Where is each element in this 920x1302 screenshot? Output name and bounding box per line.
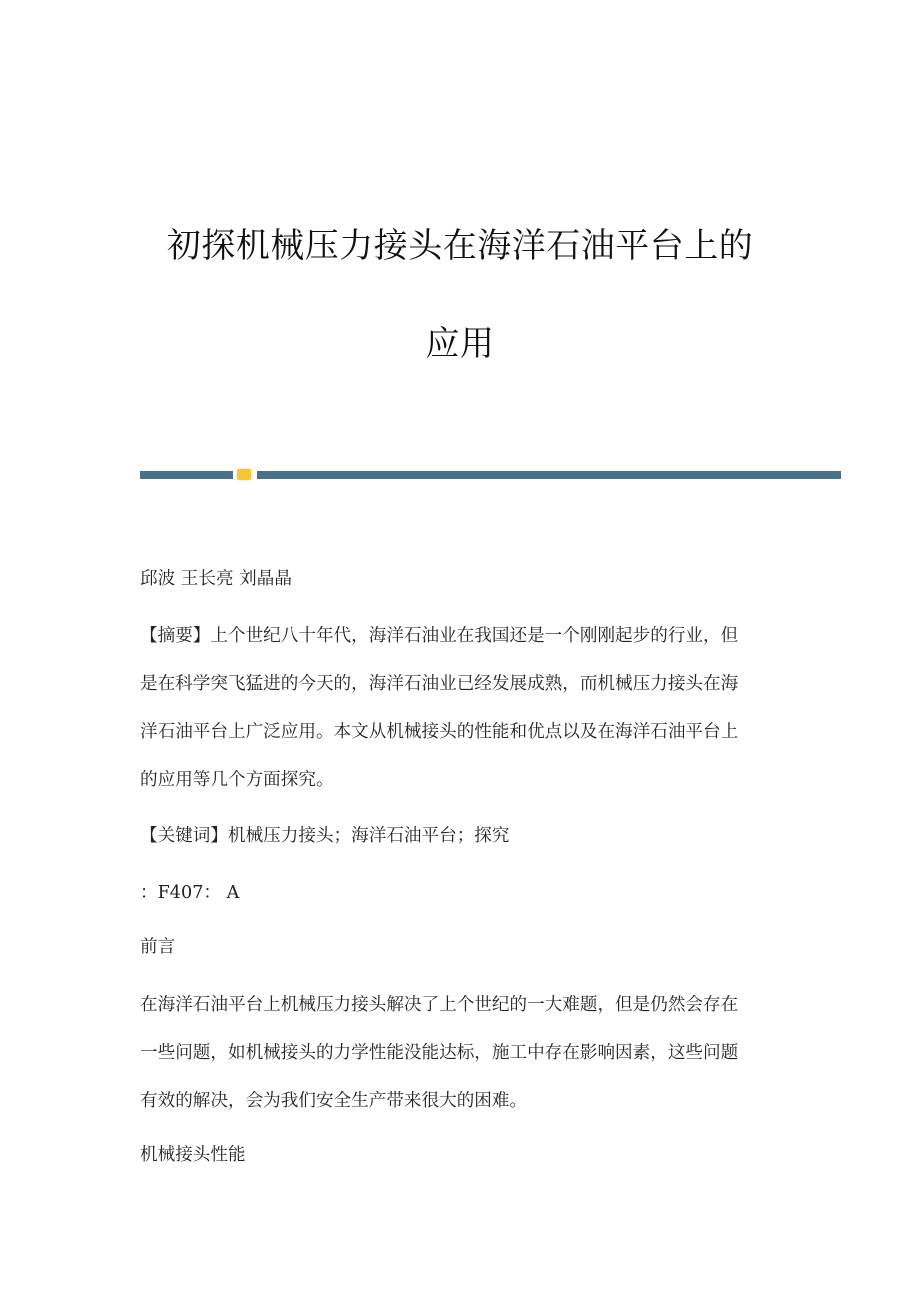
preface-line: 有效的解决，会为我们安全生产带来很大的困难。 (140, 1091, 528, 1111)
keywords: 【关键词】机械压力接头；海洋石油平台；探究 (140, 826, 510, 846)
preface-heading: 前言 (140, 937, 176, 957)
preface-line: 在海洋石油平台上机械压力接头解决了上个世纪的一大难题，但是仍然会存在 (140, 995, 739, 1015)
document-title-line-2: 应用 (425, 324, 495, 364)
divider-bar-right (257, 471, 841, 479)
divider-ornament-icon (237, 469, 251, 480)
section-heading: 机械接头性能 (140, 1145, 246, 1165)
authors: 邱波 王长亮 刘晶晶 (140, 569, 292, 589)
title-divider (140, 471, 841, 479)
classification: ：F407： A (140, 883, 240, 903)
abstract-line: 是在科学突飞猛进的今天的，海洋石油业已经发展成熟，而机械压力接头在海 (140, 674, 739, 694)
abstract-line: 的应用等几个方面探究。 (140, 770, 334, 790)
abstract (140, 612, 738, 804)
divider-bar-left (140, 471, 233, 479)
preface-paragraph (140, 981, 738, 1125)
document-title-line-1: 初探机械压力接头在海洋石油平台上的 (166, 226, 754, 266)
abstract-line: 洋石油平台上广泛应用。本文从机械接头的性能和优点以及在海洋石油平台上 (140, 722, 739, 742)
abstract-line: 【摘要】上个世纪八十年代，海洋石油业在我国还是一个刚刚起步的行业，但 (140, 626, 739, 646)
preface-line: 一些问题，如机械接头的力学性能没能达标，施工中存在影响因素，这些问题 (140, 1043, 739, 1063)
